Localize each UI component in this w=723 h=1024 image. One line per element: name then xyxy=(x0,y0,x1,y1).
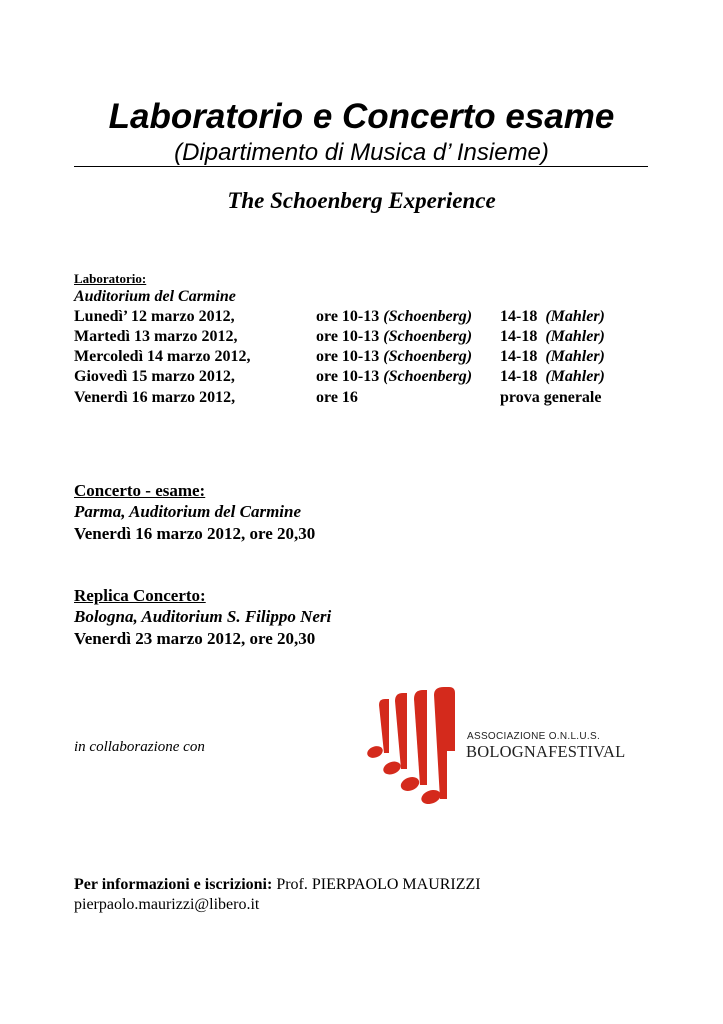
page-subtitle: (Dipartimento di Musica d’ Insieme) xyxy=(174,139,549,166)
schedule-afternoon xyxy=(500,308,605,326)
afternoon-time: 14-18 xyxy=(500,328,538,345)
afternoon-composer: (Mahler) xyxy=(545,328,605,345)
contact-email: pierpaolo.maurizzi@libero.it xyxy=(74,896,260,913)
morning-composer: (Schoenberg) xyxy=(383,348,473,365)
replica-date: Venerdì 23 marzo 2012, ore 20,30 xyxy=(74,629,316,648)
laboratorio-venue: Auditorium del Carmine xyxy=(74,288,236,305)
schedule-row xyxy=(0,368,723,388)
schedule-day: Lunedì’ 12 marzo 2012, xyxy=(74,308,235,325)
schedule-afternoon xyxy=(500,368,605,386)
schedule-row xyxy=(0,389,723,409)
concerto-venue: Parma, Auditorium del Carmine xyxy=(74,502,302,521)
schedule-day: Giovedì 15 marzo 2012, xyxy=(74,368,235,385)
schedule-afternoon xyxy=(500,348,605,366)
schedule-afternoon xyxy=(500,328,605,346)
afternoon-composer: (Mahler) xyxy=(545,368,605,385)
afternoon-composer: (Mahler) xyxy=(545,348,605,365)
replica-heading: Replica Concerto: xyxy=(74,586,206,605)
schedule-afternoon: prova generale xyxy=(500,389,602,406)
morning-time: ore 10-13 xyxy=(316,328,380,345)
schedule-morning: ore 16 xyxy=(316,389,358,406)
laboratorio-heading: Laboratorio: xyxy=(74,271,147,286)
morning-time: ore 10-13 xyxy=(316,308,380,325)
info-line xyxy=(74,876,481,894)
afternoon-composer: (Mahler) xyxy=(545,308,605,325)
collaboration-text: in collaborazione con xyxy=(74,739,205,755)
logo-association-label: ASSOCIAZIONE O.N.L.U.S. xyxy=(467,731,601,742)
schedule-day: Mercoledì 14 marzo 2012, xyxy=(74,348,251,365)
afternoon-time: 14-18 xyxy=(500,308,538,325)
morning-time: ore 10-13 xyxy=(316,368,380,385)
logo-name-label: BOLOGNAFESTIVAL xyxy=(466,742,626,761)
morning-composer: (Schoenberg) xyxy=(383,368,473,385)
afternoon-time: 14-18 xyxy=(500,368,538,385)
schedule-row xyxy=(0,308,723,328)
schedule-day: Martedì 13 marzo 2012, xyxy=(74,328,238,345)
morning-composer: (Schoenberg) xyxy=(383,328,473,345)
afternoon-time: 14-18 xyxy=(500,348,538,365)
concerto-heading: Concerto - esame: xyxy=(74,481,206,500)
schedule-morning xyxy=(316,368,472,386)
concerto-date: Venerdì 16 marzo 2012, ore 20,30 xyxy=(74,524,316,543)
morning-time: ore 10-13 xyxy=(316,348,380,365)
page-title: Laboratorio e Concerto esame xyxy=(108,97,615,136)
schedule-row xyxy=(0,348,723,368)
schedule-day: Venerdì 16 marzo 2012, xyxy=(74,389,236,406)
title-divider xyxy=(74,166,648,167)
schedule-morning xyxy=(316,348,472,366)
schedule-morning xyxy=(316,308,472,326)
info-contact: Prof. PIERPAOLO MAURIZZI xyxy=(272,876,481,893)
replica-venue: Bologna, Auditorium S. Filippo Neri xyxy=(74,607,332,626)
schedule-morning xyxy=(316,328,472,346)
schedule-row xyxy=(0,328,723,348)
morning-composer: (Schoenberg) xyxy=(383,308,473,325)
info-label: Per informazioni e iscrizioni: xyxy=(74,876,273,893)
event-headline: The Schoenberg Experience xyxy=(227,188,496,213)
